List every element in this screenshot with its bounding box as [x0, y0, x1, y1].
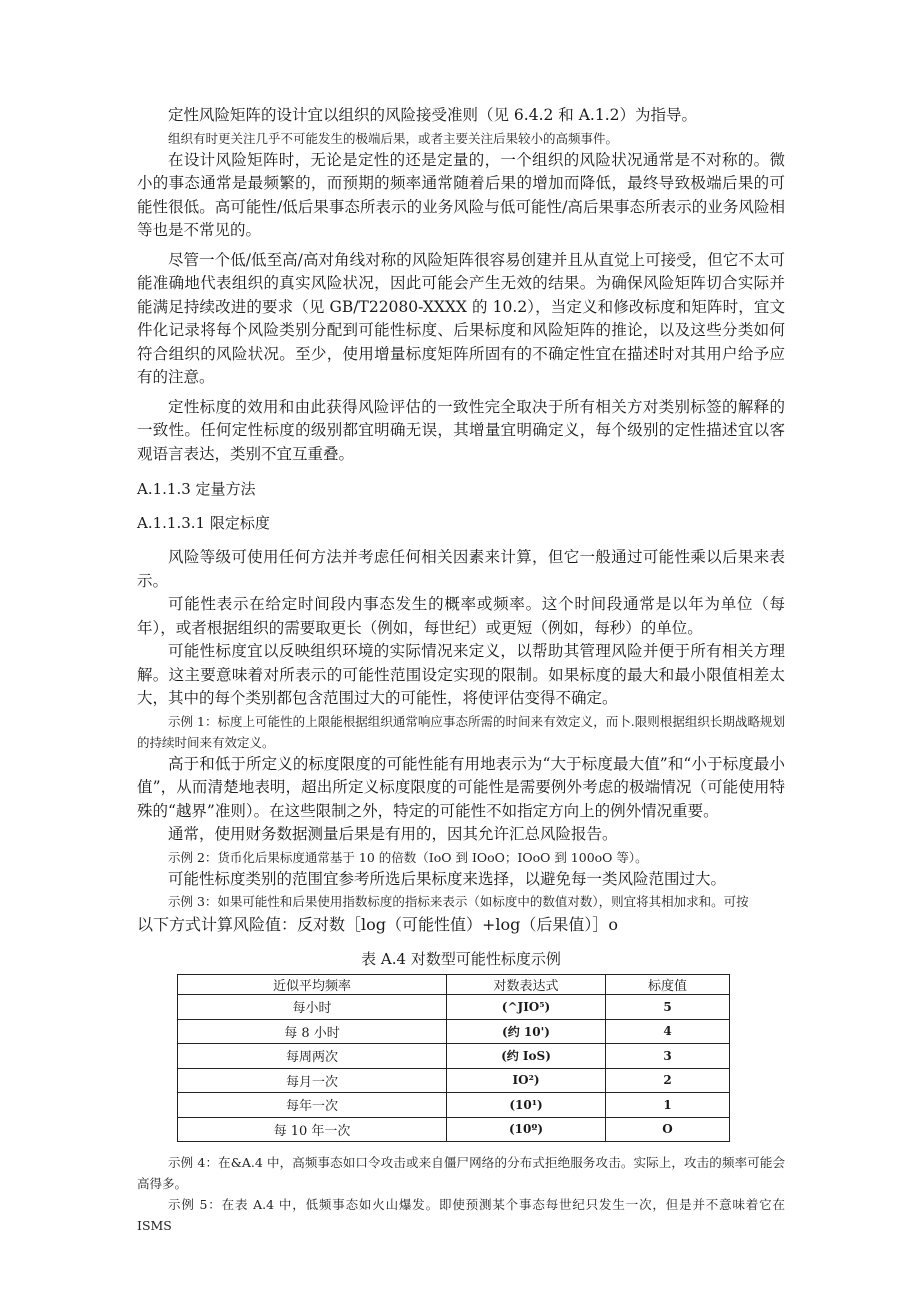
formula-text: 以下方式计算风险值：反对数［log（可能性值）+log（后果值）］o [137, 915, 619, 934]
paragraph: 定性标度的效用和由此获得风险评估的一致性完全取决于所有相关方对类别标签的解释的一致性。任何定性标度的级别都宜明确无误，其增量宜明确定义，每个级别的定性描述宜以客观语言表达，类别不宜互重叠。 [137, 397, 785, 463]
expression-cell: (10¹) [447, 1093, 606, 1118]
subsection-heading: A.1.1.3.1 限定标度 [137, 514, 270, 532]
table-row [178, 1044, 730, 1069]
frequency-cell: 每小时 [178, 995, 447, 1020]
column-header: 近似平均频率 [178, 975, 447, 995]
expression-cell: (约 10') [447, 1019, 606, 1044]
paragraph: 在设计风险矩阵时，无论是定性的还是定量的，一个组织的风险状况通常是不对称的。微小的事态通常是最频繁的，而预期的频率通常随着后果的增加而降低，最终导致极端后果的可能性很低。高可能性/低后果事态所表示的业务风险与低可能性/高后果事态所表示的业务风险相等也是不常见的。 [137, 150, 785, 239]
section-heading: A.1.1.3 定量方法 [137, 480, 256, 498]
table-row [178, 1093, 730, 1118]
page-content [137, 104, 785, 1236]
paragraph: 可能性表示在给定时间段内事态发生的概率或频率。这个时间段通常是以年为单位（每年），或者根据组织的需要取更长（例如，每世纪）或更短（例如，每秒）的单位。 [137, 595, 785, 637]
example-text: 示例 5：在表 A.4 中，低频事态如火山爆发。即使预测某个事态每世纪只发生一次，但是并不意味着它在 ISMS [137, 1197, 785, 1233]
scale-value-cell: 4 [606, 1019, 730, 1044]
paragraph: 尽管一个低/低至高/高对角线对称的风险矩阵很容易创建并且从直觉上可接受，但它不太可能准确地代表组织的真实风险状况，因此可能会产生无效的结果。为确保风险矩阵切合实际并能满足持续改进的要求（见 GB/T22080-XXXX 的 10.2），当定义和修改标度和矩阵时，宜文件化记录将每个风险类别分配到可能性标度、后果标度和风险矩阵的推论，以及这些分类如何符合组织的风险状况。至少，使用增量标度矩阵所固有的不确定性宜在描述时对其用户给予应有的注意。 [137, 250, 785, 386]
expression-cell: (10º) [447, 1117, 606, 1142]
note-text: 组织有时更关注几乎不可能发生的极端后果，或者主要关注后果较小的高频事件。 [168, 130, 619, 146]
frequency-cell: 每年一次 [178, 1093, 447, 1118]
example-text: 示例 1：标度上可能性的上限能根据组织通常响应事态所需的时间来有效定义，而卜.限则根据组织长期战略规划的持续时间来有效定义。 [137, 713, 785, 750]
paragraph: 通常，使用财务数据测量后果是有用的，因其允许汇总风险报告。 [168, 825, 618, 843]
paragraph: 风险等级可使用任何方法并考虑任何相关因素来计算，但它一般通过可能性乘以后果来表示。 [137, 548, 785, 590]
paragraph: 高于和低于所定义的标度限度的可能性能有用地表示为“大于标度最大值”和“小于标度最小值”，从而清楚地表明，超出所定义标度限度的可能性是需要例外考虑的极端情况（可能使用特殊的“越界”准则）。在这些限制之外，特定的可能性不如指定方向上的例外情况重要。 [137, 754, 785, 820]
likelihood-scale-table [177, 974, 730, 1142]
column-header: 标度值 [606, 975, 730, 995]
paragraph: 可能性标度类别的范围宜参考所选后果标度来选择，以避免每一类风险范围过大。 [168, 869, 727, 888]
scale-value-cell: O [606, 1117, 730, 1142]
example-text: 示例 3：如果可能性和后果使用指数标度的指标来表示（如标度中的数值对数），则宜将其相加求和。可按 [168, 894, 749, 909]
scale-value-cell: 1 [606, 1093, 730, 1118]
paragraph: 可能性标度宜以反映组织环境的实际情况来定义，以帮助其管理风险并便于所有相关方理解。这主要意味着对所表示的可能性范围设定实现的限制。如果标度的最大和最小限值相差太大，其中的每个类别都包含范围过大的可能性，将使评估变得不确定。 [137, 642, 785, 707]
example-text: 示例 2：货币化后果标度通常基于 10 的倍数（IoO 到 IOoO；IOoO 到 100oO 等）。 [168, 849, 648, 865]
scale-value-cell: 2 [606, 1068, 730, 1093]
expression-cell: (约 IoS) [447, 1044, 606, 1069]
scale-value-cell: 5 [606, 995, 730, 1020]
frequency-cell: 每周两次 [178, 1044, 447, 1069]
expression-cell: (^JIO⁵) [447, 995, 606, 1020]
table-header-row [178, 975, 730, 995]
column-header: 对数表达式 [447, 975, 606, 995]
table-row [178, 1068, 730, 1093]
table-row [178, 995, 730, 1020]
frequency-cell: 每 8 小时 [178, 1019, 447, 1044]
paragraph: 定性风险矩阵的设计宜以组织的风险接受准则（见 6.4.2 和 A.1.2）为指导。 [168, 106, 697, 124]
table-row [178, 1117, 730, 1142]
frequency-cell: 每 10 年一次 [178, 1117, 447, 1142]
scale-value-cell: 3 [606, 1044, 730, 1069]
expression-cell: IO²) [447, 1068, 606, 1093]
frequency-cell: 每月一次 [178, 1068, 447, 1093]
table-row [178, 1019, 730, 1044]
example-text: 示例 4：在&A.4 中，高频事态如口令攻击或来自僵尸网络的分布式拒绝服务攻击。实际上，攻击的频率可能会高得多。 [137, 1155, 785, 1191]
table-caption: 表 A.4 对数型可能性标度示例 [361, 950, 561, 968]
